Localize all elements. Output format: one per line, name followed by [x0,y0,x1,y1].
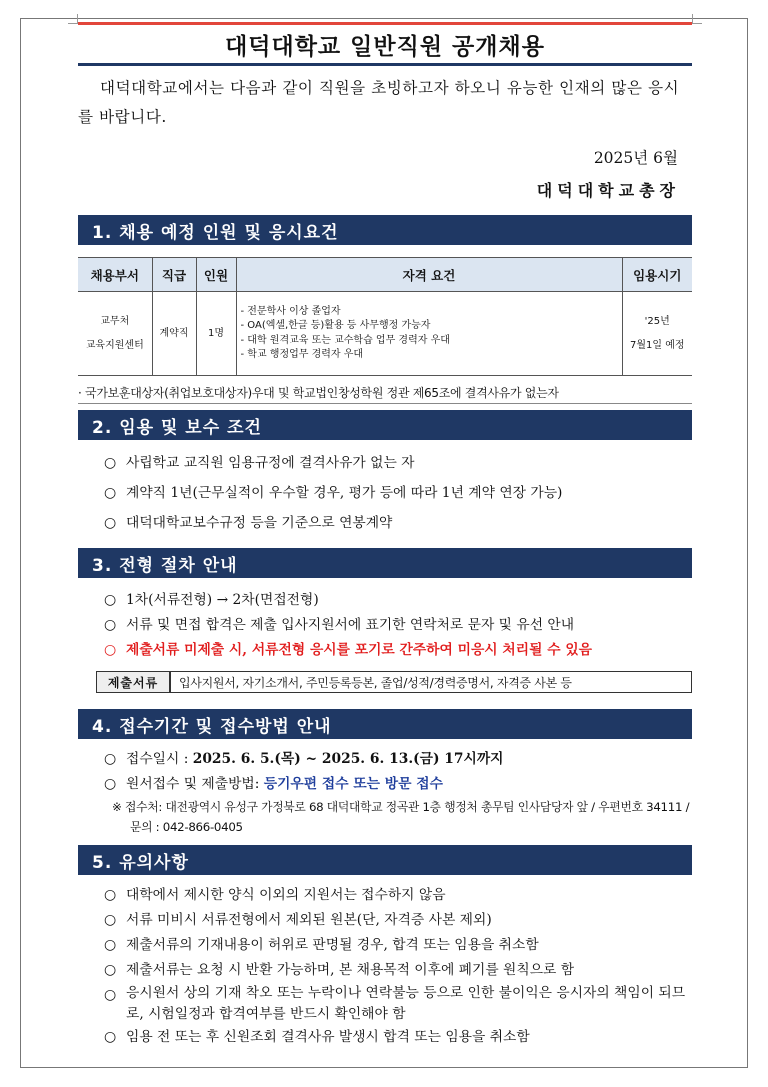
title-box [78,22,692,66]
crop-mark-top-right [692,14,702,24]
method-value: 등기우편 접수 또는 방문 접수 [263,776,443,792]
document-page [78,22,692,1050]
intro-paragraph: 대덕대학교에서는 다음과 같이 직원을 초빙하고자 하오니 유능한 인재의 많은 응시를 바랍니다. [78,79,680,126]
cell-quals [236,292,622,376]
section-2-list [78,448,692,538]
list-item [104,747,692,772]
section-4-list [78,747,692,797]
list-item: ○ 임용 전 또는 후 신원조회 결격사유 발생시 합격 또는 임용을 취소함 [104,1025,692,1050]
col-header-dept: 채용부서 [78,258,152,292]
veterans-note: · 국가보훈대상자(취업보호대상자)우대 및 학교법인창성학원 정관 제65조에 결격사유가 없는자 [78,384,692,404]
circle-bullet-icon: ○ [104,987,117,1003]
circle-bullet-icon: ○ [104,776,117,792]
period-value: 2025. 6. 5.(목) ~ 2025. 6. 13.(금) 17시까지 [192,751,504,767]
list-item: ○ 대학에서 제시한 양식 이외의 지원서는 접수하지 않음 [104,883,692,908]
circle-bullet-icon: ○ [104,912,117,928]
cell-rank: 계약직 [152,292,196,376]
required-documents-label: 제출서류 [97,672,171,692]
col-header-count: 인원 [196,258,236,292]
circle-bullet-icon: ○ [104,937,117,953]
list-item: ○ 서류 미비시 서류전형에서 제외된 원본(단, 자격증 사본 제외) [104,908,692,933]
list-item: ○ 서류 및 면접 합격은 제출 입사지원서에 표기한 연락처로 문자 및 유선 안내 [104,613,692,638]
circle-bullet-icon: ○ [104,485,117,501]
section-5-heading: 5. 유의사항 [78,845,692,875]
qual-item: - 대학 원격교육 또는 교수학습 업무 경력자 우대 [240,334,450,346]
required-documents [96,671,692,693]
period-label: 접수일시 : [126,751,193,767]
method-label: 원서접수 및 제출방법: [126,776,264,792]
section-3-list [78,588,692,663]
start-line-1: '25년 [644,315,670,327]
document-title: 대덕대학교 일반직원 공개채용 [225,33,545,60]
list-item: ○ 사립학교 교직원 임용규정에 결격사유가 없는 자 [104,448,692,478]
circle-bullet-icon: ○ [104,887,117,903]
circle-bullet-icon: ○ [104,455,117,471]
submission-address: ※ 접수처: 대전광역시 유성구 가정북로 68 대덕대학교 정곡관 1층 행정처 총무팀 인사담당자 앞 / 우편번호 34111 / 문의 : 042-866-0405 [112,800,690,834]
section-2-heading: 2. 임용 및 보수 조건 [78,410,692,440]
section-1-heading: 1. 채용 예정 인원 및 응시요건 [78,215,692,245]
circle-bullet-icon: ○ [104,751,117,767]
list-item-warning: ○ 제출서류 미제출 시, 서류전형 응시를 포기로 간주하여 미응시 처리될 수 있음 [104,638,692,663]
qual-item: - 전문학사 이상 졸업자 [240,305,341,317]
table-row [78,292,692,376]
list-item: ○ 제출서류의 기재내용이 허위로 판명될 경우, 합격 또는 임용을 취소함 [104,933,692,958]
circle-bullet-icon: ○ [104,962,117,978]
col-header-start: 임용시기 [622,258,692,292]
crop-mark-top-left [68,14,78,24]
announcement-date: 2025년 6월 [593,149,678,167]
signer: 대덕대학교총장 [536,181,680,200]
start-line-2: 7월1일 예정 [629,339,685,351]
required-documents-value: 입사지원서, 자기소개서, 주민등록등본, 졸업/성적/경력증명서, 자격증 사본 등 [179,675,572,690]
qual-item: - 학교 행정업무 경력자 우대 [240,349,364,360]
col-header-quals: 자격 요건 [236,258,622,292]
list-item [104,772,692,797]
dept-line-1: 교무처 [100,315,130,327]
section-4-heading: 4. 접수기간 및 접수방법 안내 [78,709,692,739]
list-item: ○ 1차(서류전형) → 2차(면접전형) [104,588,692,613]
qual-item: - OA(엑셀,한글 등)활용 등 사무행정 가능자 [240,320,431,331]
list-item: ○ 계약직 1년(근무실적이 우수할 경우, 평가 등에 따라 1년 계약 연장 가능) [104,478,692,508]
list-item: ○ 응시원서 상의 기재 착오 또는 누락이나 연락불능 등으로 인한 불이익은 응시자의 책임이 되므로, 시험일정과 합격여부를 반드시 확인해야 함 [104,983,692,1025]
cell-dept [78,292,152,376]
section-3-heading: 3. 전형 절차 안내 [78,548,692,578]
cell-count: 1명 [196,292,236,376]
cell-start [622,292,692,376]
requirements-table [78,257,692,376]
section-5-list [78,883,692,1050]
circle-bullet-icon: ○ [104,1029,117,1045]
circle-bullet-icon: ○ [104,515,117,531]
circle-bullet-icon: ○ [104,617,117,633]
list-item: ○ 대덕대학교보수규정 등을 기준으로 연봉계약 [104,508,692,538]
dept-line-2: 교육지원센터 [85,339,144,351]
circle-bullet-icon: ○ [104,592,117,608]
col-header-rank: 직급 [152,258,196,292]
list-item: ○ 제출서류는 요청 시 반환 가능하며, 본 채용목적 이후에 폐기를 원칙으로 함 [104,958,692,983]
circle-bullet-icon: ○ [104,642,117,658]
